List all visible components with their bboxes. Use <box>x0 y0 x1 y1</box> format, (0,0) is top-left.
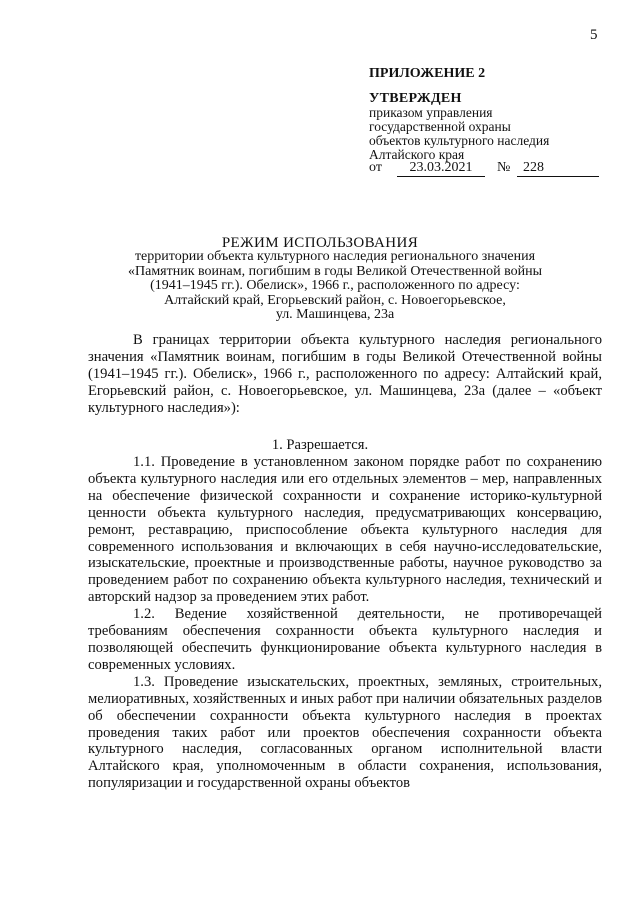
subtitle-line: Алтайский край, Егорьевский район, с. Новоегорьевское, <box>164 292 506 308</box>
order-number: 228 <box>517 160 599 177</box>
intro-text: В границах территории объекта культурного наследия регионального значения «Памятник воинам, погибшим в годы Великой Отечественной войны (1941–1945 гг.). Обелиск», 1966 г., расположенного по адресу: Алтайский край, Егорьевский район, с. Новоегорьевское, ул. Машинцева, 23а (далее – «объект культурного наследия»): <box>88 332 602 416</box>
approved-label: УТВЕРЖДЕН <box>369 91 462 106</box>
number-label: № <box>497 160 511 175</box>
page-number: 5 <box>590 27 598 43</box>
approved-line: Алтайского края <box>369 147 465 162</box>
section-items <box>88 454 602 792</box>
approved-by-block <box>369 106 619 162</box>
subtitle-line: территории объекта культурного наследия регионального значения <box>134 249 536 264</box>
document-title: РЕЖИМ ИСПОЛЬЗОВАНИЯ <box>221 235 419 251</box>
subtitle-line: (1941–1945 гг.). Обелиск», 1966 г., расположенного по адресу: <box>150 278 520 293</box>
intro-paragraph <box>88 332 602 417</box>
list-item: 1.3. Проведение изыскательских, проектных, земляных, строительных, мелиоративных, хозяйственных и иных работ при наличии обязательных разделов об обеспечении сохранности объекта культурного наследия в проектах проведения таких работ или проектов обеспечения сохранности объекта культурного наследия, согласованных органом исполнительной власти Алтайского края, уполномоченным в области сохранения, использования, популяризации и государственной охраны объектов <box>88 673 602 792</box>
appendix-label: ПРИЛОЖЕНИЕ 2 <box>369 66 486 81</box>
order-date: 23.03.2021 <box>397 160 485 177</box>
section-heading: 1. Разрешается. <box>271 437 369 453</box>
approved-line: приказом управления <box>369 105 493 120</box>
subtitle-line: «Памятник воинам, погибшим в годы Великой Отечественной войны <box>128 263 542 279</box>
document-subtitle <box>100 250 570 323</box>
approved-line: объектов культурного наследия <box>369 133 550 148</box>
list-item: 1.2. Ведение хозяйственной деятельности, не противоречащей требованиям обеспечения сохранности объекта культурного наследия и позволяющей обеспечить функционирование объекта культурного наследия в современных условиях. <box>88 606 602 673</box>
subtitle-line: ул. Машинцева, 23а <box>275 307 395 322</box>
list-item: 1.1. Проведение в установленном законом порядке работ по сохранению объекта культурного наследия или его отдельных элементов – мер, направленных на обеспечение физической сохранности и сохранение историко-культурной ценности объекта культурного наследия, предусматривающих консервацию, ремонт, реставрацию, приспособление объекта культурного наследия для современного использования и включающих в себя научно-исследовательские, изыскательские, проектные и производственные работы, научное руководство за проведением работ по сохранению объекта культурного наследия, технический и авторский надзор за проведением этих работ. <box>88 454 602 606</box>
order-date-number <box>369 160 609 178</box>
approved-line: государственной охраны <box>369 119 511 134</box>
from-label: от <box>369 160 382 175</box>
